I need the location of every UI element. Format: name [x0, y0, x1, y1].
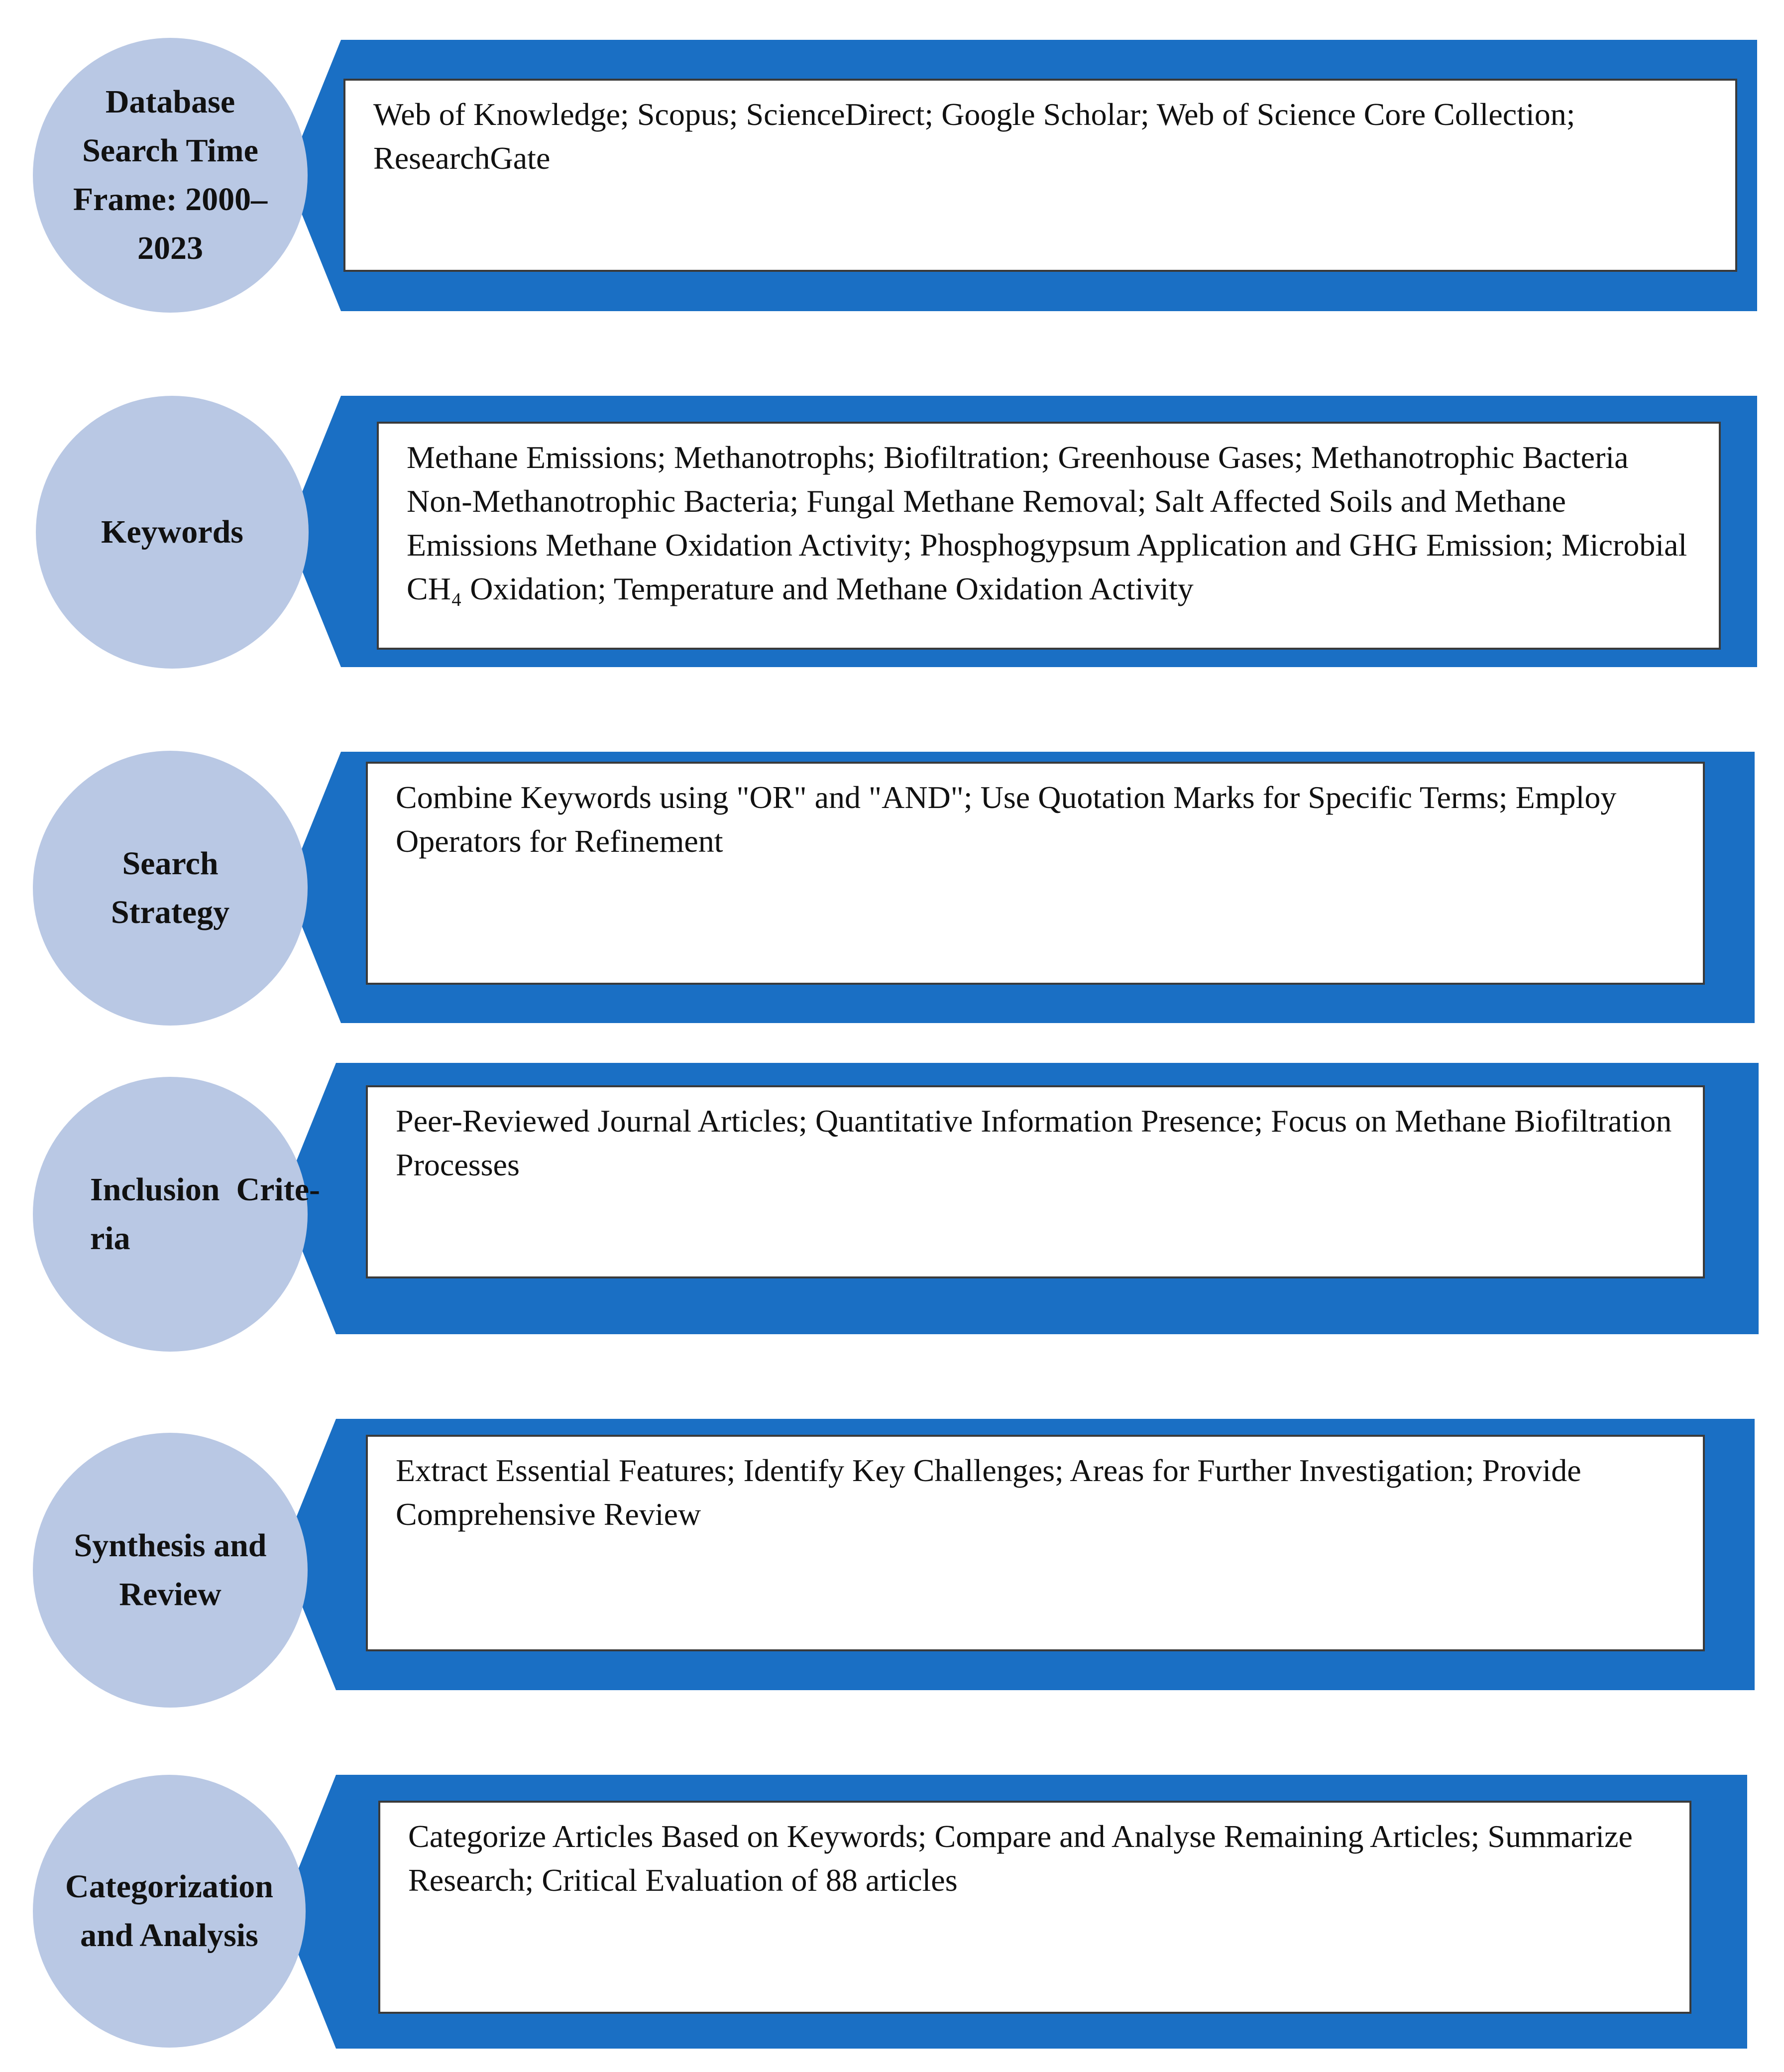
- step-description-text: Extract Essential Features; Identify Key Challenges; Areas for Further Investigation; Provide Comprehensive Review: [396, 1453, 1581, 1532]
- step-label: Categorization and Analysis: [65, 1868, 273, 1954]
- step-description-text: Methane Emissions; Methanotrophs; Biofiltration; Greenhouse Gases; Methanotrophic Bacteria Non-Methanotrophic Bacteria; Fungal Methane Removal; Salt Affected Soils and Methane Emissions Methane Oxidation Activity; Phosphogypsum Application and GHG Emission; Microbial CH₄ Oxidation; Temperature and Methane Oxidation Activity: [407, 440, 1687, 606]
- step-description-box: [366, 762, 1705, 985]
- step-inclusion-criteria: [0, 1063, 1784, 1334]
- step-circle: [36, 396, 309, 669]
- step-database-search: [0, 40, 1784, 311]
- step-description-box: [366, 1435, 1705, 1651]
- step-circle: [33, 1077, 320, 1352]
- step-circle: [33, 38, 308, 313]
- step-description-box: [366, 1085, 1705, 1278]
- step-description-box: [377, 422, 1721, 650]
- step-description-text: Combine Keywords using "OR" and "AND"; Use Quotation Marks for Specific Terms; Employ Operators for Refinement: [396, 780, 1617, 859]
- step-categorization-analysis: [0, 1775, 1784, 2049]
- step-keywords: [0, 396, 1784, 667]
- step-label: Search Strategy: [111, 845, 230, 930]
- step-circle: [33, 751, 308, 1026]
- step-description-text: Categorize Articles Based on Keywords; Compare and Analyse Remaining Articles; Summarize Research; Critical Evaluation of 88 articles: [408, 1819, 1633, 1898]
- step-label: Keywords: [101, 514, 243, 550]
- step-label: Database Search Time Frame: 2000– 2023: [73, 84, 268, 266]
- step-label: Synthesis and Review: [74, 1527, 267, 1612]
- step-label: Inclusion Crite- ria: [90, 1171, 320, 1257]
- step-synthesis-review: [0, 1419, 1784, 1690]
- step-description-box: [343, 79, 1737, 272]
- step-circle: [33, 1433, 308, 1708]
- step-description-box: [378, 1801, 1691, 2014]
- step-description-text: Web of Knowledge; Scopus; ScienceDirect; Google Scholar; Web of Science Core Collection; ResearchGate: [373, 97, 1575, 176]
- step-search-strategy: [0, 752, 1784, 1023]
- step-description-text: Peer-Reviewed Journal Articles; Quantitative Information Presence; Focus on Methane Biofiltration Processes: [396, 1103, 1672, 1182]
- step-circle: [33, 1775, 306, 2048]
